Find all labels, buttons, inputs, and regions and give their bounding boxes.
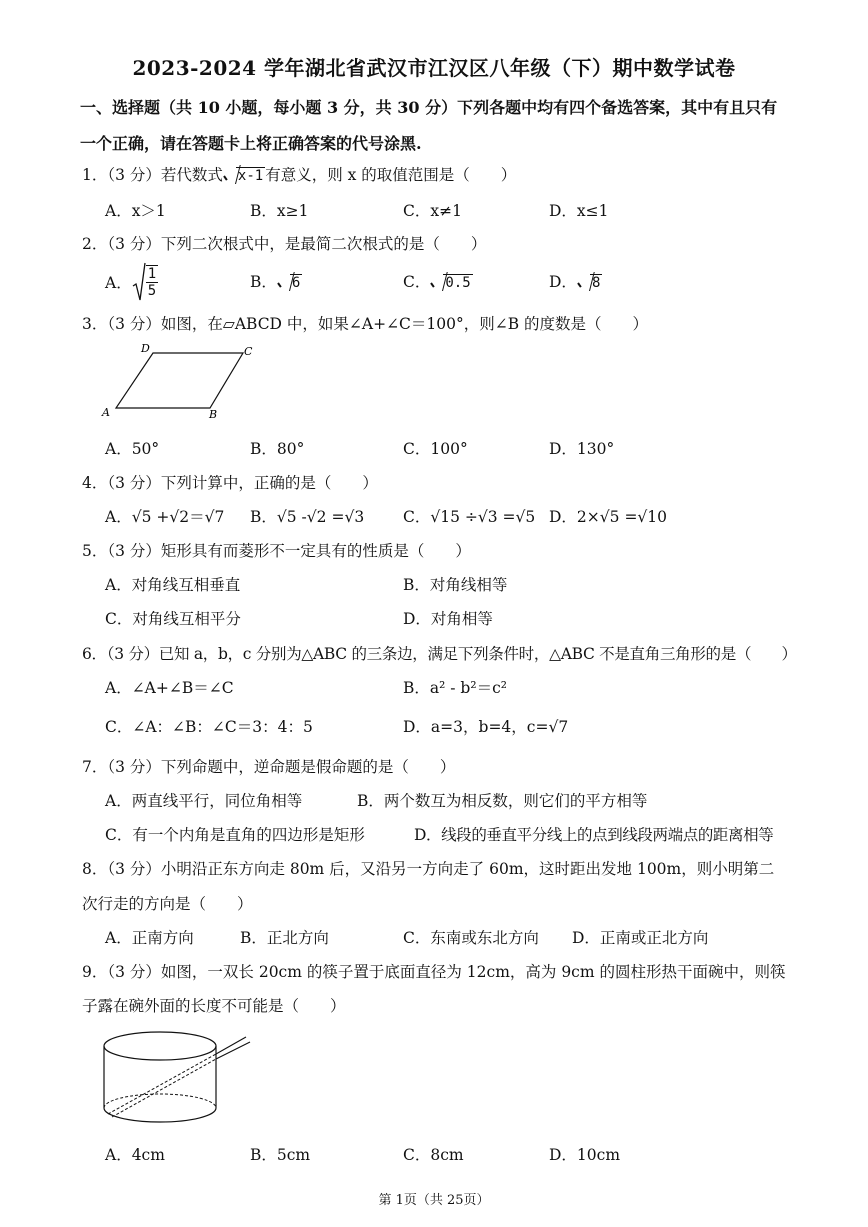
denominator: 5 (147, 282, 157, 299)
chopstick-hidden-1 (108, 1054, 216, 1114)
question-7: 7．（3 分）下列命题中，逆命题是假命题的是（ ） (82, 758, 456, 776)
q9-option-c: C．8cm (403, 1146, 464, 1164)
q5-option-c: C．对角线互相平分 (105, 610, 241, 628)
q8-option-d: D．正南或正北方向 (572, 929, 709, 947)
page-footer: 第 1页（共 25页） (378, 1193, 490, 1208)
q1-option-c: C．x≠1 (403, 202, 462, 220)
q7-option-a: A．两直线平行，同位角相等 (105, 792, 303, 810)
question-1-pre: 1．（3 分）若代数式 (82, 166, 223, 184)
radicand: x-1 (237, 168, 264, 184)
question-5: 5．（3 分）矩形具有而菱形不一定具有的性质是（ ） (82, 542, 471, 560)
q7-option-c: C．有一个内角是直角的四边形是矩形 (105, 826, 365, 844)
q4-option-c: C．√15 ÷√3 =√5 (403, 508, 536, 526)
option-label: C． (403, 273, 431, 291)
q5-option-a: A．对角线互相垂直 (105, 576, 241, 594)
vertex-b-label: B (209, 408, 218, 421)
q5-option-d: D．对角相等 (403, 610, 493, 628)
option-label: A． (105, 274, 132, 292)
page-title: 2023-2024 学年湖北省武汉市江汉区八年级（下）期中数学试卷 (132, 56, 736, 80)
question-1 (82, 163, 516, 185)
radical-sign (224, 166, 265, 184)
bowl-chopsticks-diagram (98, 1024, 258, 1129)
vertex-d-label: D (141, 342, 150, 355)
bowl-bottom-back (104, 1094, 216, 1108)
fraction (146, 265, 158, 299)
q2-option-b (250, 270, 302, 292)
question-8-line1: 8．（3 分）小明沿正东方向走 80m 后，又沿另一方向走了 60m，这时距出发地 100m，则小明第二 (82, 860, 775, 878)
q4-option-a: A．√5 +√2＝√7 (105, 508, 225, 526)
q6-option-c: C．∠A：∠B：∠C＝3：4：5 (105, 718, 313, 736)
q4-option-b: B．√5 -√2 =√3 (250, 508, 365, 526)
option-label: B． (250, 273, 277, 291)
section-instructions-line2: 一个正确，请在答题卡上将正确答案的代号涂黑. (80, 134, 422, 153)
section-instructions-line1: 一、选择题（共 10 小题，每小题 3 分，共 30 分）下列各题中均有四个备选答案，其中有且只有 (80, 98, 778, 117)
question-9-line2: 子露在碗外面的长度不可能是（ ） (82, 997, 346, 1015)
question-4: 4．（3 分）下列计算中，正确的是（ ） (82, 474, 378, 492)
q9-option-d: D．10cm (549, 1146, 621, 1164)
radical-sign (132, 262, 146, 302)
parallelogram-diagram (98, 340, 263, 422)
bowl-bottom-front (104, 1108, 216, 1122)
radicand: 0.5 (445, 275, 471, 291)
radical-sign (578, 273, 602, 291)
q6-option-b: B．a² - b²＝c² (403, 679, 507, 697)
q9-option-a: A．4cm (105, 1146, 165, 1164)
q4-option-d: D．2×√5 =√10 (549, 508, 668, 526)
radicand: 8 (591, 275, 601, 291)
radicand: 6 (291, 275, 301, 291)
vertex-c-label: C (244, 345, 253, 358)
q7-option-d: D．线段的垂直平分线上的点到线段两端点的距离相等 (414, 826, 774, 844)
q5-option-b: B．对角线相等 (403, 576, 508, 594)
vertex-a-label: A (102, 406, 110, 419)
bowl-top-ellipse (104, 1032, 216, 1060)
q6-option-d: D．a=3，b=4，c=√7 (403, 718, 569, 736)
question-6: 6．（3 分）已知 a，b，c 分别为△ABC 的三条边，满足下列条件时，△ABC 不是直角三角形的是（ ） (82, 645, 797, 663)
parallelogram-shape (116, 353, 243, 408)
chopstick-hidden-2 (112, 1059, 216, 1117)
q1-option-d: D．x≤1 (549, 202, 609, 220)
radical-sign (431, 273, 472, 291)
question-3: 3．（3 分）如图，在▱ABCD 中，如果∠A+∠C＝100°，则∠B 的度数是（ ） (82, 315, 649, 333)
q7-option-b: B．两个数互为相反数，则它们的平方相等 (357, 792, 648, 810)
option-label: D． (549, 273, 577, 291)
q3-option-b: B．80° (250, 440, 305, 458)
q8-option-b: B．正北方向 (240, 929, 329, 947)
q8-option-a: A．正南方向 (105, 929, 194, 947)
question-1-post: 有意义，则 x 的取值范围是（ ） (265, 166, 517, 184)
question-2: 2．（3 分）下列二次根式中，是最简二次根式的是（ ） (82, 235, 487, 253)
q2-option-c (403, 270, 473, 292)
q2-option-a (105, 262, 158, 302)
q3-option-d: D．130° (549, 440, 615, 458)
q3-option-c: C．100° (403, 440, 468, 458)
radical-sign (278, 273, 302, 291)
q3-option-a: A．50° (105, 440, 160, 458)
q6-option-a: A．∠A+∠B＝∠C (105, 679, 234, 697)
q1-option-b: B．x≥1 (250, 202, 309, 220)
q1-option-a: A．x＞1 (105, 202, 166, 220)
question-9-line1: 9．（3 分）如图，一双长 20cm 的筷子置于底面直径为 12cm，高为 9cm 的圆柱形热干面碗中，则筷 (82, 963, 786, 981)
question-8-line2: 次行走的方向是（ ） (82, 895, 253, 913)
q8-option-c: C．东南或东北方向 (403, 929, 539, 947)
numerator: 1 (147, 265, 157, 282)
q9-option-b: B．5cm (250, 1146, 311, 1164)
q2-option-d (549, 270, 602, 292)
